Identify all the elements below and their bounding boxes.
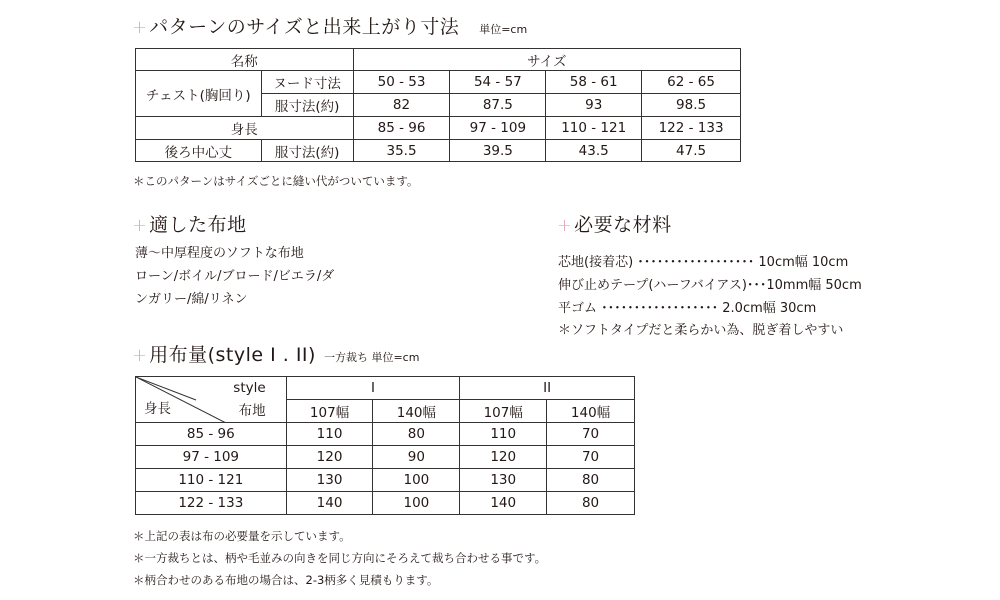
width-header: 107幅	[460, 400, 547, 423]
size-section-heading	[132, 12, 527, 39]
material-line: 平ゴム ･･････････････････ 2.0cm幅 30cm	[558, 301, 817, 316]
back-sub-label: 服寸法(約)	[261, 140, 353, 162]
row-height: 97 - 109	[136, 446, 287, 469]
row-value: 140	[460, 492, 547, 515]
width-header: 140幅	[547, 400, 635, 423]
width-header: 140幅	[373, 400, 460, 423]
materials-section-title: 必要な材料	[574, 214, 672, 236]
fabric-section-title: 適した布地	[149, 214, 247, 236]
yardage-note: ＊一方裁ちとは、柄や毛並みの向きを同じ方向にそろえて裁ち合わせる事です。	[133, 551, 547, 565]
material-line: ＊ソフトタイプだと柔らかい為、脱ぎ着しやすい	[558, 323, 844, 338]
plus-icon: +	[557, 215, 573, 236]
table-row	[136, 423, 635, 446]
style-label: style	[233, 380, 266, 396]
header-name: 名称	[136, 49, 354, 71]
material-line: 芯地(接着芯) ･･････････････････ 10cm幅 10cm	[558, 255, 849, 270]
style-1-header: I	[286, 377, 460, 400]
table-row	[136, 492, 635, 515]
height-cell: 85 - 96	[353, 117, 450, 140]
garment-cell: 98.5	[642, 94, 741, 117]
row-value: 80	[547, 492, 635, 515]
nude-label: ヌード寸法	[261, 71, 353, 94]
row-value: 90	[373, 446, 460, 469]
yardage-section-subtitle: 一方裁ち 単位=cm	[323, 351, 420, 364]
back-label: 後ろ中心丈	[136, 140, 262, 162]
fabric-line: 薄〜中厚程度のソフトな布地	[135, 246, 304, 261]
row-value: 130	[460, 469, 547, 492]
garment-cell: 93	[546, 94, 642, 117]
row-value: 120	[286, 446, 373, 469]
row-height: 110 - 121	[136, 469, 287, 492]
materials-section-heading	[557, 210, 672, 237]
nude-cell: 54 - 57	[450, 71, 546, 94]
back-cell: 39.5	[450, 140, 546, 162]
size-section-unit: 単位=cm	[479, 23, 528, 36]
yardage-note: ＊柄合わせのある布地の場合は、2-3柄多く見積もります。	[133, 573, 439, 587]
row-value: 110	[460, 423, 547, 446]
material-line: 伸び止めテープ(ハーフバイアス)･･･10mm幅 50cm	[558, 278, 862, 293]
back-cell: 35.5	[353, 140, 450, 162]
back-cell: 43.5	[546, 140, 642, 162]
size-table	[135, 48, 741, 162]
size-section-title: パターンのサイズと出来上がり寸法	[149, 16, 460, 38]
row-value: 100	[373, 492, 460, 515]
row-value: 100	[373, 469, 460, 492]
fabric-label: 布地	[238, 403, 266, 419]
row-value: 80	[373, 423, 460, 446]
row-height: 122 - 133	[136, 492, 287, 515]
fabric-line: ローン/ボイル/ブロード/ビエラ/ダ	[135, 269, 335, 284]
garment-cell: 82	[353, 94, 450, 117]
height-cell: 110 - 121	[546, 117, 642, 140]
style-2-header: II	[460, 377, 635, 400]
garment-cell: 87.5	[450, 94, 546, 117]
yardage-note: ＊上記の表は布の必要量を示しています。	[133, 529, 351, 543]
height-label: 身長	[144, 401, 171, 417]
nude-cell: 62 - 65	[642, 71, 741, 94]
yardage-table	[135, 376, 635, 515]
row-height: 85 - 96	[136, 423, 287, 446]
height-cell: 97 - 109	[450, 117, 546, 140]
plus-icon: +	[132, 345, 148, 366]
plus-icon: +	[132, 215, 148, 236]
nude-cell: 50 - 53	[353, 71, 450, 94]
plus-icon: +	[132, 17, 148, 38]
row-value: 110	[286, 423, 373, 446]
height-label: 身長	[136, 117, 354, 140]
size-note: ＊このパターンはサイズごとに縫い代がついています。	[133, 174, 419, 188]
fabric-section-heading	[132, 210, 247, 237]
width-header: 107幅	[286, 400, 373, 423]
row-value: 140	[286, 492, 373, 515]
yardage-section-title: 用布量(style I . II)	[149, 344, 316, 366]
nude-cell: 58 - 61	[546, 71, 642, 94]
header-size: サイズ	[353, 49, 740, 71]
garment-label: 服寸法(約)	[261, 94, 353, 117]
row-value: 130	[286, 469, 373, 492]
row-value: 80	[547, 469, 635, 492]
row-value: 120	[460, 446, 547, 469]
height-cell: 122 - 133	[642, 117, 741, 140]
back-cell: 47.5	[642, 140, 741, 162]
table-row	[136, 469, 635, 492]
fabric-line: ンガリー/綿/リネン	[135, 292, 248, 307]
diagonal-header-cell	[136, 377, 287, 423]
table-row	[136, 446, 635, 469]
yardage-section-heading	[132, 340, 419, 367]
row-value: 70	[547, 446, 635, 469]
row-value: 70	[547, 423, 635, 446]
chest-label: チェスト(胸回り)	[136, 71, 262, 117]
